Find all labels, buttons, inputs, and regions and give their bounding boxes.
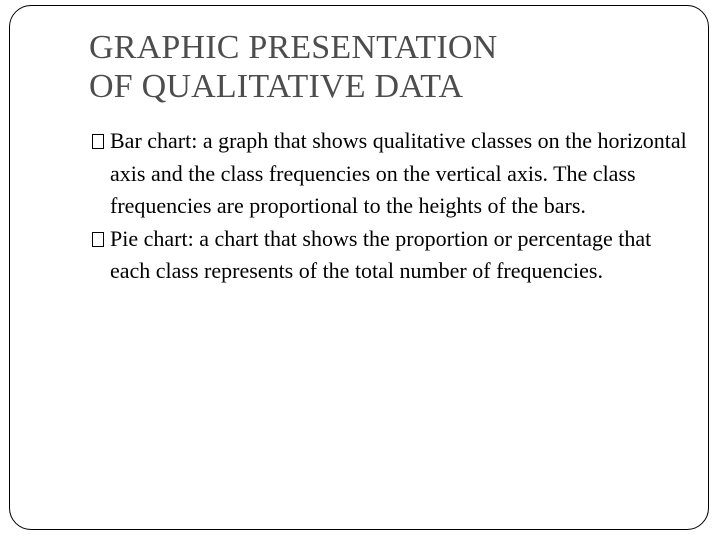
title-line-1: GRAPHIC PRESENTATION [89, 29, 498, 66]
box-bullet-icon [92, 134, 104, 149]
slide-frame [9, 5, 709, 530]
bullet-text: Pie chart: a chart that shows the proportion or percentage that each class represents of the total number of frequencies. [110, 225, 652, 283]
bullet-bar-chart [92, 125, 697, 223]
bullet-pie-chart [92, 223, 697, 288]
title-line-2: OF QUALITATIVE DATA [89, 68, 464, 105]
box-bullet-icon [92, 232, 104, 247]
bullet-list [92, 125, 697, 288]
slide-title [89, 28, 497, 106]
bullet-text: Bar chart: a graph that shows qualitative classes on the horizontal axis and the class frequencies on the vertical axis. The class frequencies are proportional to the heights of the bars. [110, 128, 687, 218]
